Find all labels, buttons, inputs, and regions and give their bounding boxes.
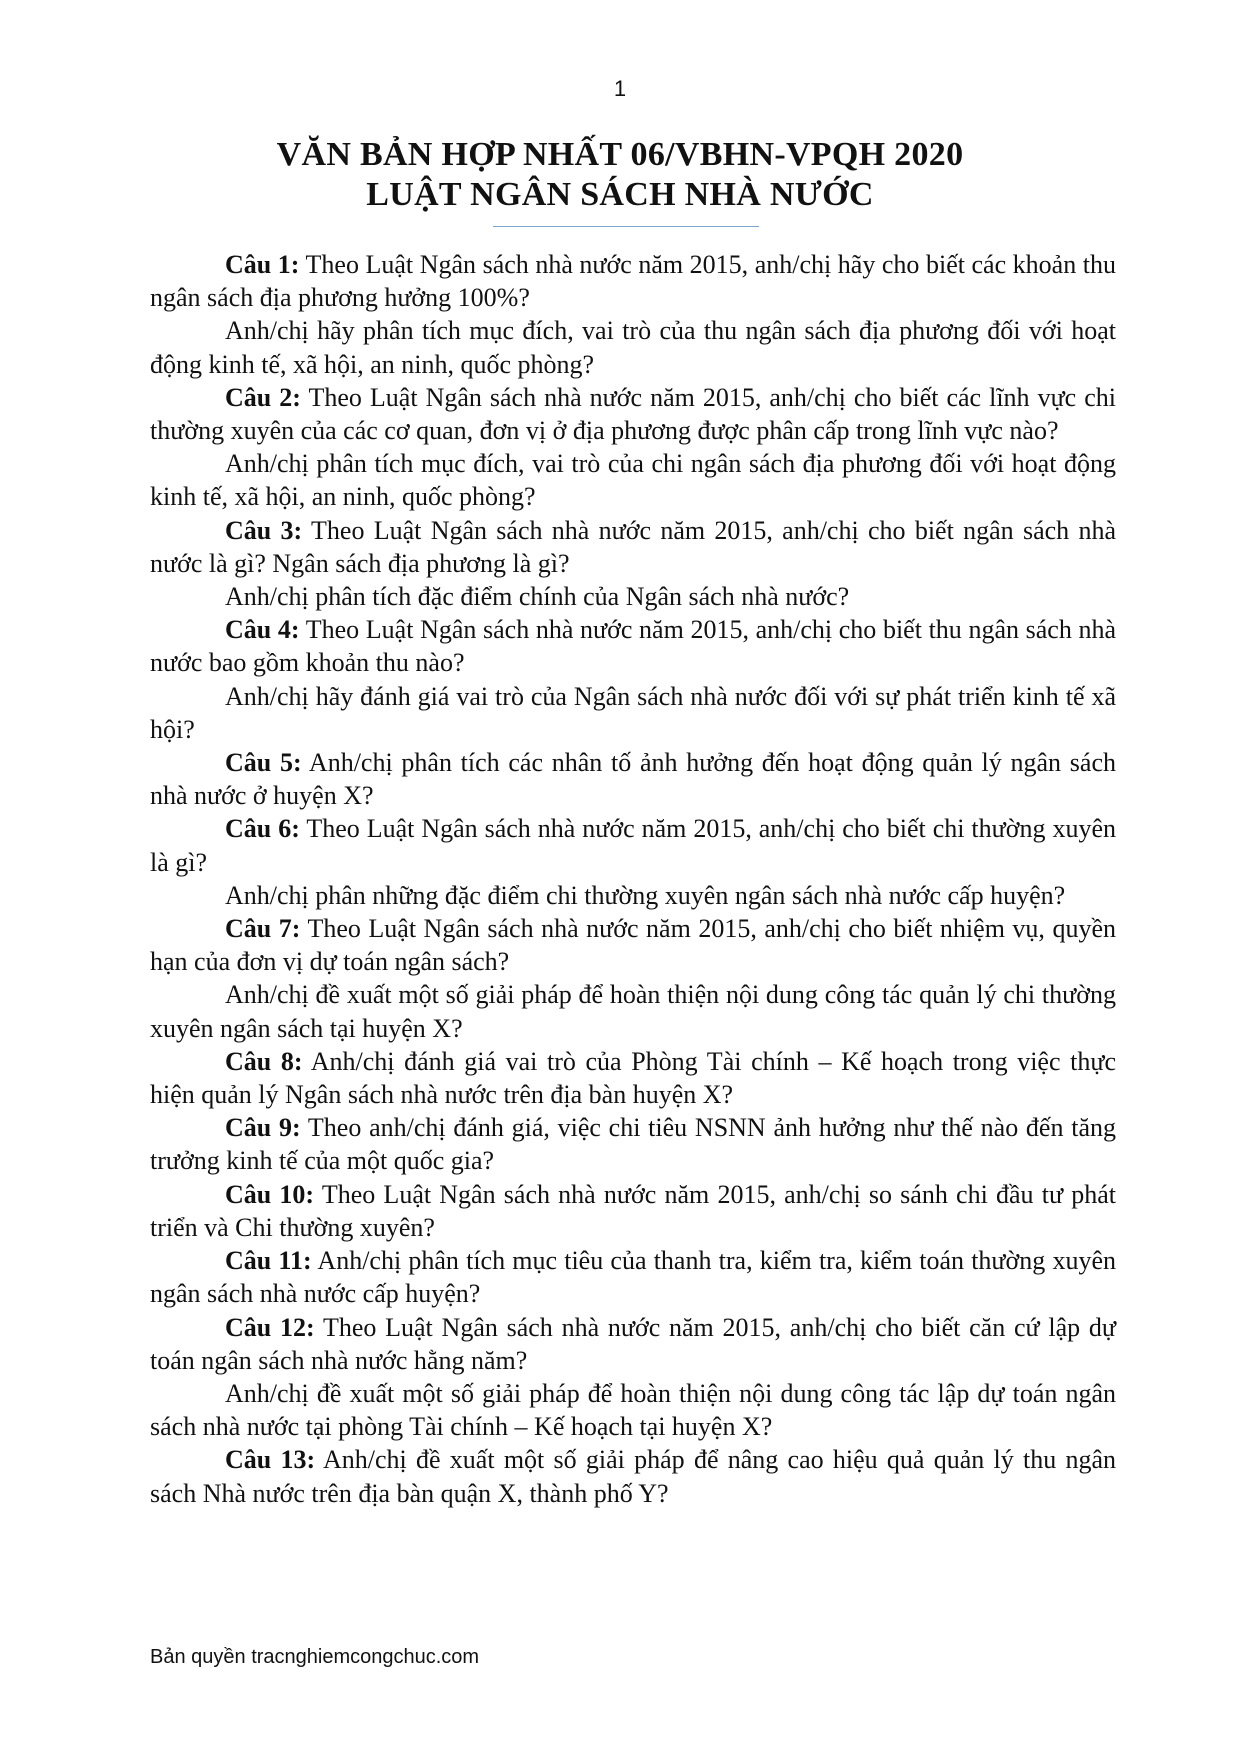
paragraph-text: Theo Luật Ngân sách nhà nước năm 2015, anh/chị cho biết ngân sách nhà nước là gì? Ngân sách địa phương là gì? <box>150 515 1116 578</box>
paragraph-text: Theo Luật Ngân sách nhà nước năm 2015, anh/chị hãy cho biết các khoản thu ngân sách địa phương hưởng 100%? <box>150 250 1116 313</box>
paragraph <box>150 746 1116 812</box>
title-divider <box>493 226 759 227</box>
document-title-line-1: VĂN BẢN HỢP NHẤT 06/VBHN-VPQH 2020 <box>276 136 964 173</box>
question-list <box>150 248 1116 1510</box>
paragraph <box>150 680 1116 746</box>
paragraph-text: Anh/chị đề xuất một số giải pháp để hoàn thiện nội dung công tác quản lý chi thường xuyên ngân sách tại huyện X? <box>150 980 1116 1043</box>
paragraph <box>150 514 1116 580</box>
question-label: Câu 1: <box>225 250 300 279</box>
paragraph-text: Theo Luật Ngân sách nhà nước năm 2015, anh/chị cho biết các lĩnh vực chi thường xuyên của các cơ quan, đơn vị ở địa phương được phân cấp trong lĩnh vực nào? <box>150 382 1116 446</box>
paragraph-text: Theo Luật Ngân sách nhà nước năm 2015, anh/chị cho biết nhiệm vụ, quyền hạn của đơn vị dự toán ngân sách? <box>150 914 1116 977</box>
paragraph-text: Anh/chị phân tích đặc điểm chính của Ngân sách nhà nước? <box>225 582 850 612</box>
question-label: Câu 2: <box>225 382 301 412</box>
paragraph-text: Anh/chị hãy đánh giá vai trò của Ngân sách nhà nước đối với sự phát triển kinh tế xã hội? <box>150 681 1116 744</box>
question-label: Câu 7: <box>225 914 301 944</box>
paragraph <box>150 812 1116 878</box>
paragraph <box>150 314 1116 380</box>
document-title-line-2: LUẬT NGÂN SÁCH NHÀ NƯỚC <box>366 176 874 213</box>
paragraph <box>150 912 1116 978</box>
paragraph-text: Theo anh/chị đánh giá, việc chi tiêu NSNN ảnh hưởng như thế nào đến tăng trưởng kinh tế của một quốc gia? <box>150 1113 1116 1176</box>
paragraph-text: Theo Luật Ngân sách nhà nước năm 2015, anh/chị so sánh chi đầu tư phát triển và Chi thường xuyên? <box>150 1179 1116 1242</box>
paragraph-text: Theo Luật Ngân sách nhà nước năm 2015, anh/chị cho biết căn cứ lập dự toán ngân sách nhà nước hằng năm? <box>150 1312 1116 1375</box>
paragraph <box>150 1244 1116 1310</box>
paragraph-text: Anh/chị đề xuất một số giải pháp để hoàn thiện nội dung công tác lập dự toán ngân sách nhà nước tại phòng Tài chính – Kế hoạch tại huyện X? <box>150 1378 1116 1442</box>
paragraph <box>150 1377 1116 1443</box>
page-number: 1 <box>613 76 627 101</box>
paragraph-text: Anh/chị phân tích mục tiêu của thanh tra, kiểm tra, kiểm toán thường xuyên ngân sách nhà nước cấp huyện? <box>150 1246 1116 1309</box>
paragraph <box>150 1111 1116 1177</box>
paragraph-text: Anh/chị phân tích các nhân tố ảnh hưởng đến hoạt động quản lý ngân sách nhà nước ở huyện X? <box>150 748 1116 811</box>
paragraph <box>150 248 1116 314</box>
question-label: Câu 6: <box>225 814 300 844</box>
paragraph-text: Anh/chị hãy phân tích mục đích, vai trò của thu ngân sách địa phương đối với hoạt động kinh tế, xã hội, an ninh, quốc phòng? <box>150 316 1116 379</box>
question-label: Câu 8: <box>225 1046 303 1076</box>
paragraph <box>150 447 1116 513</box>
question-label: Câu 12: <box>225 1312 315 1342</box>
question-label: Câu 10: <box>225 1179 315 1209</box>
paragraph <box>150 1311 1116 1377</box>
paragraph <box>150 978 1116 1044</box>
copyright-footer: Bản quyền tracnghiemcongchuc.com <box>150 1646 480 1668</box>
question-label: Câu 3: <box>225 515 303 545</box>
paragraph <box>150 381 1116 447</box>
paragraph <box>150 879 1116 912</box>
paragraph-text: Theo Luật Ngân sách nhà nước năm 2015, anh/chị cho biết thu ngân sách nhà nước bao gồm khoản thu nào? <box>150 615 1116 678</box>
question-label: Câu 9: <box>225 1113 301 1143</box>
paragraph <box>150 1178 1116 1244</box>
paragraph-text: Anh/chị phân tích mục đích, vai trò của chi ngân sách địa phương đối với hoạt động kinh tế, xã hội, an ninh, quốc phòng? <box>150 449 1116 512</box>
question-label: Câu 11: <box>225 1246 312 1276</box>
question-label: Câu 13: <box>225 1445 316 1475</box>
paragraph <box>150 1443 1116 1509</box>
paragraph-text: Anh/chị đề xuất một số giải pháp để nâng cao hiệu quả quản lý thu ngân sách Nhà nước trên địa bàn quận X, thành phố Y? <box>150 1445 1116 1508</box>
paragraph-text: Anh/chị phân những đặc điểm chi thường xuyên ngân sách nhà nước cấp huyện? <box>225 880 1066 910</box>
paragraph-text: Anh/chị đánh giá vai trò của Phòng Tài chính – Kế hoạch trong việc thực hiện quản lý Ngân sách nhà nước trên địa bàn huyện X? <box>150 1046 1116 1110</box>
paragraph <box>150 613 1116 679</box>
paragraph <box>150 1045 1116 1111</box>
question-label: Câu 5: <box>225 748 302 778</box>
question-label: Câu 4: <box>225 615 300 645</box>
paragraph <box>150 580 1116 613</box>
paragraph-text: Theo Luật Ngân sách nhà nước năm 2015, anh/chị cho biết chi thường xuyên là gì? <box>150 814 1116 877</box>
